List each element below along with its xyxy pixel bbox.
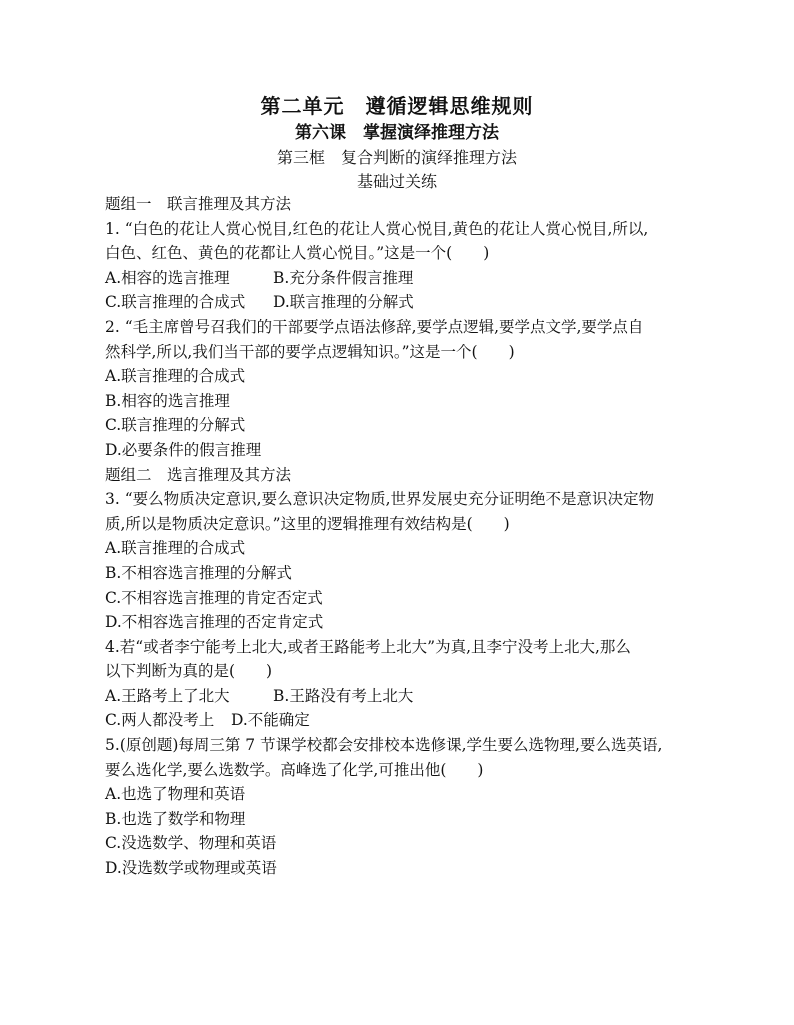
question-1-stem-line-1: 1. “白色的花让人赏心悦目,红色的花让人赏心悦目,黄色的花让人赏心悦目,所以,: [105, 219, 649, 238]
question-3-stem-line-2: 质,所以是物质决定意识。”这里的逻辑推理有效结构是( ): [105, 514, 510, 533]
question-1-option-b: B.充分条件假言推理: [273, 268, 414, 287]
question-1-option-a: A.相容的选言推理: [105, 268, 230, 287]
question-list: [105, 192, 690, 881]
lesson-title: 第六课 掌握演绎推理方法: [295, 123, 499, 143]
question-4: [105, 635, 690, 733]
question-5-stem-line-2: 要么选化学,要么选数学。高峰选了化学,可推出他( ): [105, 760, 484, 779]
question-3-option-c: C.不相容选言推理的肯定否定式: [105, 588, 323, 607]
question-2-option-c: C.联言推理的分解式: [105, 416, 246, 435]
question-3: [105, 487, 690, 635]
question-1-stem-line-2: 白色、红色、黄色的花都让人赏心悦目。”这是一个( ): [105, 244, 490, 263]
question-1-options-ab: [105, 266, 690, 291]
unit-title: 第二单元 遵循逻辑思维规则: [260, 94, 534, 118]
question-2: [105, 315, 690, 463]
question-1-option-c: C.联言推理的合成式: [105, 293, 246, 312]
question-5-stem-line-1: 5.(原创题)每周三第 7 节课学校都会安排校本选修课,学生要么选物理,要么选英语,: [105, 736, 663, 755]
question-2-stem-line-2: 然科学,所以,我们当干部的要学点逻辑知识。”这是一个( ): [105, 342, 515, 361]
question-4-options-cd: [105, 708, 690, 733]
question-4-stem-line-2: 以下判断为真的是( ): [105, 662, 273, 681]
question-5-option-b: B.也选了数学和物理: [105, 809, 246, 828]
question-1: [105, 217, 690, 315]
question-4-stem-line-1: 4.若“或者李宁能考上北大,或者王路能考上北大”为真,且李宁没考上北大,那么: [105, 637, 631, 656]
question-4-option-d: D.不能确定: [231, 711, 310, 730]
group-title-2: 题组二 选言推理及其方法: [105, 465, 292, 484]
group-title-1: 题组一 联言推理及其方法: [105, 195, 292, 213]
question-1-option-d: D.联言推理的分解式: [273, 293, 414, 312]
question-4-option-b: B.王路没有考上北大: [273, 686, 414, 705]
question-2-option-a: A.联言推理的合成式: [105, 367, 246, 386]
question-2-option-d: D.必要条件的假言推理: [105, 440, 262, 459]
question-4-options-ab: [105, 684, 690, 709]
question-3-option-b: B.不相容选言推理的分解式: [105, 563, 292, 582]
question-2-stem-line-1: 2. “毛主席曾号召我们的干部要学点语法修辞,要学点逻辑,要学点文学,要学点自: [105, 317, 644, 336]
question-3-stem-line-1: 3. “要么物质决定意识,要么意识决定物质,世界发展史充分证明绝不是意识决定物: [105, 490, 654, 509]
question-5: [105, 733, 690, 881]
question-2-option-b: B.相容的选言推理: [105, 391, 230, 410]
question-1-options-cd: [105, 290, 690, 315]
question-5-option-d: D.没选数学或物理或英语: [105, 859, 277, 878]
question-3-option-d: D.不相容选言推理的否定肯定式: [105, 613, 324, 632]
question-4-option-a: A.王路考上了北大: [105, 686, 230, 705]
question-3-option-a: A.联言推理的合成式: [105, 539, 246, 558]
question-5-option-c: C.没选数学、物理和英语: [105, 834, 277, 853]
section-title: 第三框 复合判断的演绎推理方法: [276, 148, 517, 167]
question-4-option-c: C.两人都没考上: [105, 711, 215, 730]
question-5-option-a: A.也选了物理和英语: [105, 785, 246, 804]
practice-title: 基础过关练: [356, 172, 437, 191]
